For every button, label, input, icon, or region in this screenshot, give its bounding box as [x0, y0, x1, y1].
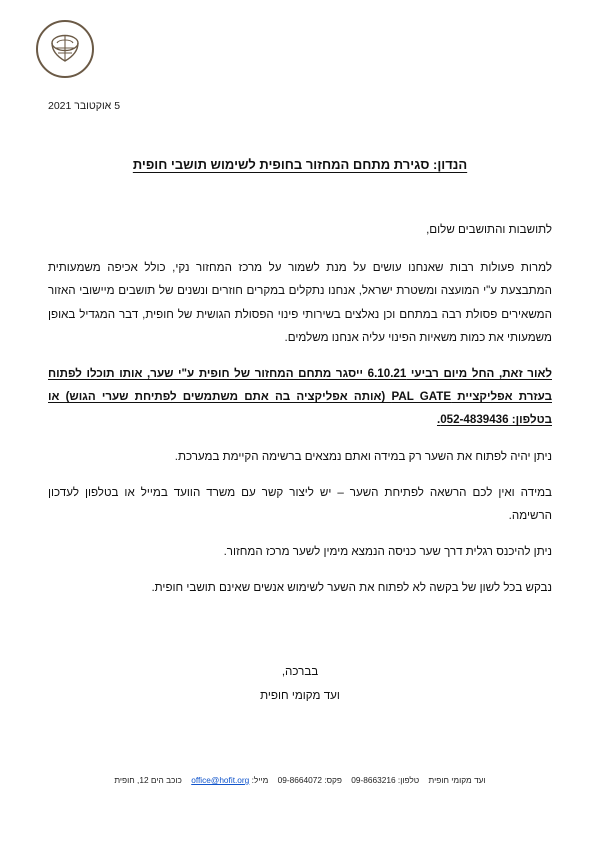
- paragraph-2-highlight: לאור זאת, החל מיום רביעי 6.10.21 ייסגר מתחם המחזור של חופית ע"י שער, אותו תוכלו לפתוח בעזרת אפליקציית PAL GATE (אותה אפליקציה בה אתם משתמשים לפתיחת שערי הגוש) או בטלפון: 052-4839436.: [48, 366, 552, 427]
- footer-mail-label: מייל:: [251, 775, 269, 785]
- paragraph-5: ניתן להיכנס רגלית דרך שער כניסה הנמצא מימין לשער מרכז המחזור.: [223, 545, 552, 559]
- page-title: הנדון: סגירת מתחם המחזור בחופית לשימוש תושבי חופית: [132, 157, 468, 172]
- footer-address: כוכב הים 12, חופית: [114, 775, 182, 785]
- logo-ring: [36, 20, 94, 78]
- letter-date: 5 אוקטובר 2021: [48, 100, 121, 112]
- signature-closing: בברכה,: [281, 665, 319, 678]
- paragraph-1: למרות פעולות רבות שאנחנו עושים על מנת לשמור על מרכז המחזור נקי, כולל אכיפה משמעותית המתבצעת ע"י המועצה ומשטרת ישראל, אנחנו נתקלים במקרים חוזרים ונשנים של תושבים מיישובי האזור המשאירים פסולת רבה במתחם וכן נאלצים בשירותי פינוי הפסולת הגושית של חופית, דבר המגדיל באופן משמעותי את כמות משאיות הפינוי עליה אנחנו משלמים.: [48, 261, 552, 344]
- greeting-line: לתושבות והתושבים שלום,: [426, 223, 552, 236]
- paragraph-6: נבקש בכל לשון של בקשה לא לפתוח את השער לשימוש אנשים שאינם תושבי חופית.: [151, 581, 552, 595]
- signature-block: [48, 660, 552, 709]
- footer-fax-label: פקס:: [324, 775, 342, 785]
- organization-logo: [30, 20, 94, 84]
- logo-emblem-icon: [45, 31, 85, 67]
- letter-body: [48, 218, 552, 612]
- footer-org: ועד מקומי חופית: [428, 775, 486, 785]
- paragraph-4: במידה ואין לכם הרשאה לפתיחת השער – יש ליצור קשר עם משרד הוועד במייל או בטלפון לעדכון הרשימה.: [48, 485, 552, 522]
- paragraph-3: ניתן יהיה לפתוח את השער רק במידה ואתם נמצאים ברשימה הקיימת במערכת.: [174, 449, 552, 463]
- footer-phone-label: טלפון:: [397, 775, 420, 785]
- footer-email-link[interactable]: office@hofit.org: [191, 775, 250, 785]
- signature-signer: ועד מקומי חופית: [260, 689, 340, 703]
- footer-phone: 09-8663216: [351, 775, 396, 785]
- page-footer: [48, 775, 552, 785]
- footer-fax: 09-8664072: [277, 775, 322, 785]
